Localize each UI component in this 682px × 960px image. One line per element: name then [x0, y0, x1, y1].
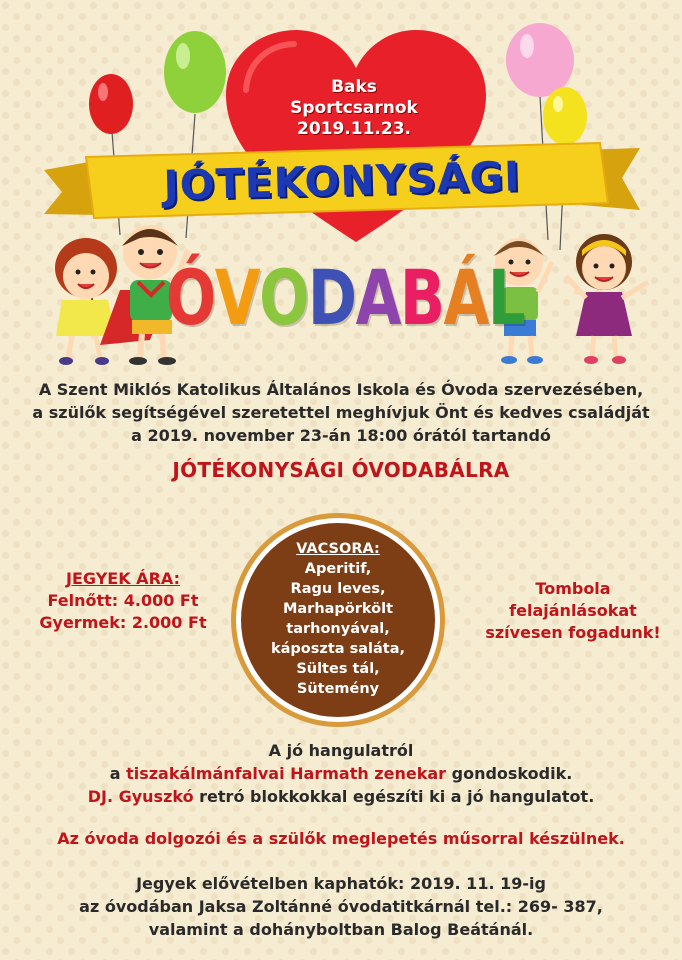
intro-line-3: a 2019. november 23-án 18:00 órától tartandó: [131, 426, 551, 445]
subtitle-letter: L: [487, 253, 525, 342]
subtitle-letter: A: [355, 253, 400, 342]
subtitle-letter: B: [399, 253, 444, 342]
surprise-program: Az óvoda dolgozói és a szülők meglepetés műsorral készülnek.: [57, 829, 625, 848]
ticket-price-child: Gyermek: 2.000 Ft: [39, 613, 207, 632]
ticket-price-adult: Felnőtt: 4.000 Ft: [47, 591, 199, 610]
music-line-2: [0, 764, 682, 783]
subtitle-letter: O: [259, 253, 308, 342]
girl-with-lollipop: [55, 238, 117, 365]
tombola-line-2: felajánlásokat: [509, 601, 637, 620]
tombola-line-1: Tombola: [535, 579, 611, 598]
tombola-line-3: szívesen fogadunk!: [485, 623, 661, 642]
girl-waving: [566, 234, 648, 364]
ticket-prices: [28, 568, 218, 634]
presale-line-1: Jegyek elővételben kaphatók: 2019. 11. 19-ig: [136, 874, 546, 893]
dinner-menu-item: Marhapörkölt: [282, 601, 394, 617]
subtitle-letter: Á: [443, 253, 488, 342]
dinner-menu-item: Sütemény: [296, 681, 380, 697]
subtitle-letter: Ó: [165, 253, 215, 342]
intro-line-1: A Szent Miklós Katolikus Általános Iskola és Óvoda szervezésében,: [38, 380, 644, 399]
subtitle-ovodabal: [165, 252, 525, 344]
dinner-menu-item: Aperitif,: [304, 561, 372, 577]
band-name: tiszakálmánfalvai Harmath zenekar: [126, 764, 447, 783]
subtitle-letter: V: [214, 253, 260, 342]
dinner-menu-item: káposzta saláta,: [271, 641, 405, 657]
dinner-menu-item: Ragu leves,: [290, 581, 386, 597]
dinner-menu-item: tarhonyával,: [286, 621, 390, 637]
dinner-menu-title: VACSORA:: [296, 541, 380, 557]
presale-line-3: valamint a dohányboltban Balog Beátánál.: [148, 920, 534, 939]
music-line-2-post: gondoskodik.: [446, 764, 573, 783]
dinner-menu-item: Sültes tál,: [296, 661, 380, 677]
banner-title: JÓTÉKONYSÁGI: [162, 152, 522, 210]
dj-name: DJ. Gyuszkó: [87, 787, 194, 806]
event-name: JÓTÉKONYSÁGI ÓVODABÁLRA: [172, 458, 510, 482]
ticket-prices-title: JEGYEK ÁRA:: [66, 569, 180, 588]
venue-line-1: Baks: [331, 77, 377, 97]
presale-line-2: az óvodában Jaksa Zoltánné óvodatitkárnál tel.: 269- 387,: [79, 897, 603, 916]
music-line-1: A jó hangulatról: [268, 741, 414, 760]
venue-line-2: Sportcsarnok: [290, 98, 418, 118]
music-line-2-pre: a: [109, 764, 127, 783]
music-line-3: [0, 787, 682, 806]
tombola-note: [478, 578, 668, 644]
dinner-menu-circle: [236, 518, 440, 722]
subtitle-letter: D: [307, 253, 356, 342]
music-line-3-post: retró blokkokkal egészíti ki a jó hangulatot.: [193, 787, 595, 806]
intro-line-2: a szülők segítségével szeretettel meghívjuk Önt és kedves családját: [32, 403, 650, 422]
event-date: 2019.11.23.: [296, 119, 411, 139]
